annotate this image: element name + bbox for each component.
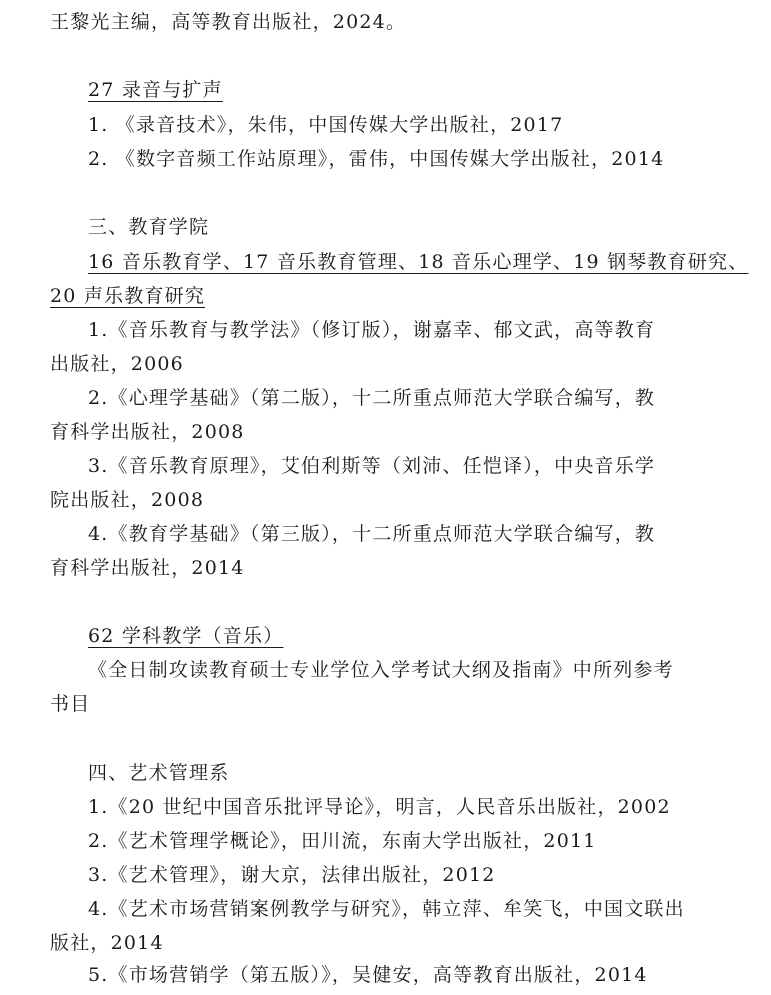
reference-item: 1.《20 世纪中国音乐批评导论》，明言，人民音乐出版社，2002 <box>88 796 671 818</box>
reference-item: 育科学出版社，2008 <box>50 421 245 443</box>
reference-item: 3.《音乐教育原理》，艾伯利斯等（刘沛、任恺译），中央音乐学 <box>88 455 656 477</box>
section-heading: 20 声乐教育研究 <box>50 285 206 307</box>
reference-item: 出版社，2006 <box>50 353 184 375</box>
reference-item: 1. 《录音技术》，朱伟，中国传媒大学出版社，2017 <box>88 114 564 136</box>
reference-item: 《全日制攻读教育硕士专业学位入学考试大纲及指南》中所列参考 <box>88 659 674 681</box>
reference-item: 2.《艺术管理学概论》，田川流，东南大学出版社，2011 <box>88 830 597 852</box>
reference-item: 版社，2014 <box>50 932 164 954</box>
section-heading: 62 学科教学（音乐） <box>88 625 284 647</box>
section-heading: 16 音乐教育学、17 音乐教育管理、18 音乐心理学、19 钢琴教育研究、 <box>88 251 749 273</box>
reference-item: 1.《音乐教育与教学法》（修订版），谢嘉幸、郁文武，高等教育 <box>88 319 656 341</box>
text-line: 王黎光主编，高等教育出版社，2024。 <box>50 11 407 33</box>
reference-item: 4.《教育学基础》（第三版），十二所重点师范大学联合编写，教 <box>88 523 656 545</box>
reference-item: 2.《心理学基础》（第二版），十二所重点师范大学联合编写，教 <box>88 387 656 409</box>
department-heading: 四、艺术管理系 <box>88 762 230 784</box>
reference-item: 书目 <box>50 693 91 715</box>
reference-item: 5.《市场营销学（第五版）》，吴健安，高等教育出版社，2014 <box>88 964 648 986</box>
reference-item: 育科学出版社，2014 <box>50 557 245 579</box>
department-heading: 三、教育学院 <box>88 216 210 238</box>
reference-item: 3.《艺术管理》，谢大京，法律出版社，2012 <box>88 864 496 886</box>
section-heading: 27 录音与扩声 <box>88 79 223 101</box>
reference-item: 4.《艺术市场营销案例教学与研究》，韩立萍、牟笑飞，中国文联出 <box>88 898 685 920</box>
reference-item: 2. 《数字音频工作站原理》，雷伟，中国传媒大学出版社，2014 <box>88 148 665 170</box>
reference-item: 院出版社，2008 <box>50 489 205 511</box>
